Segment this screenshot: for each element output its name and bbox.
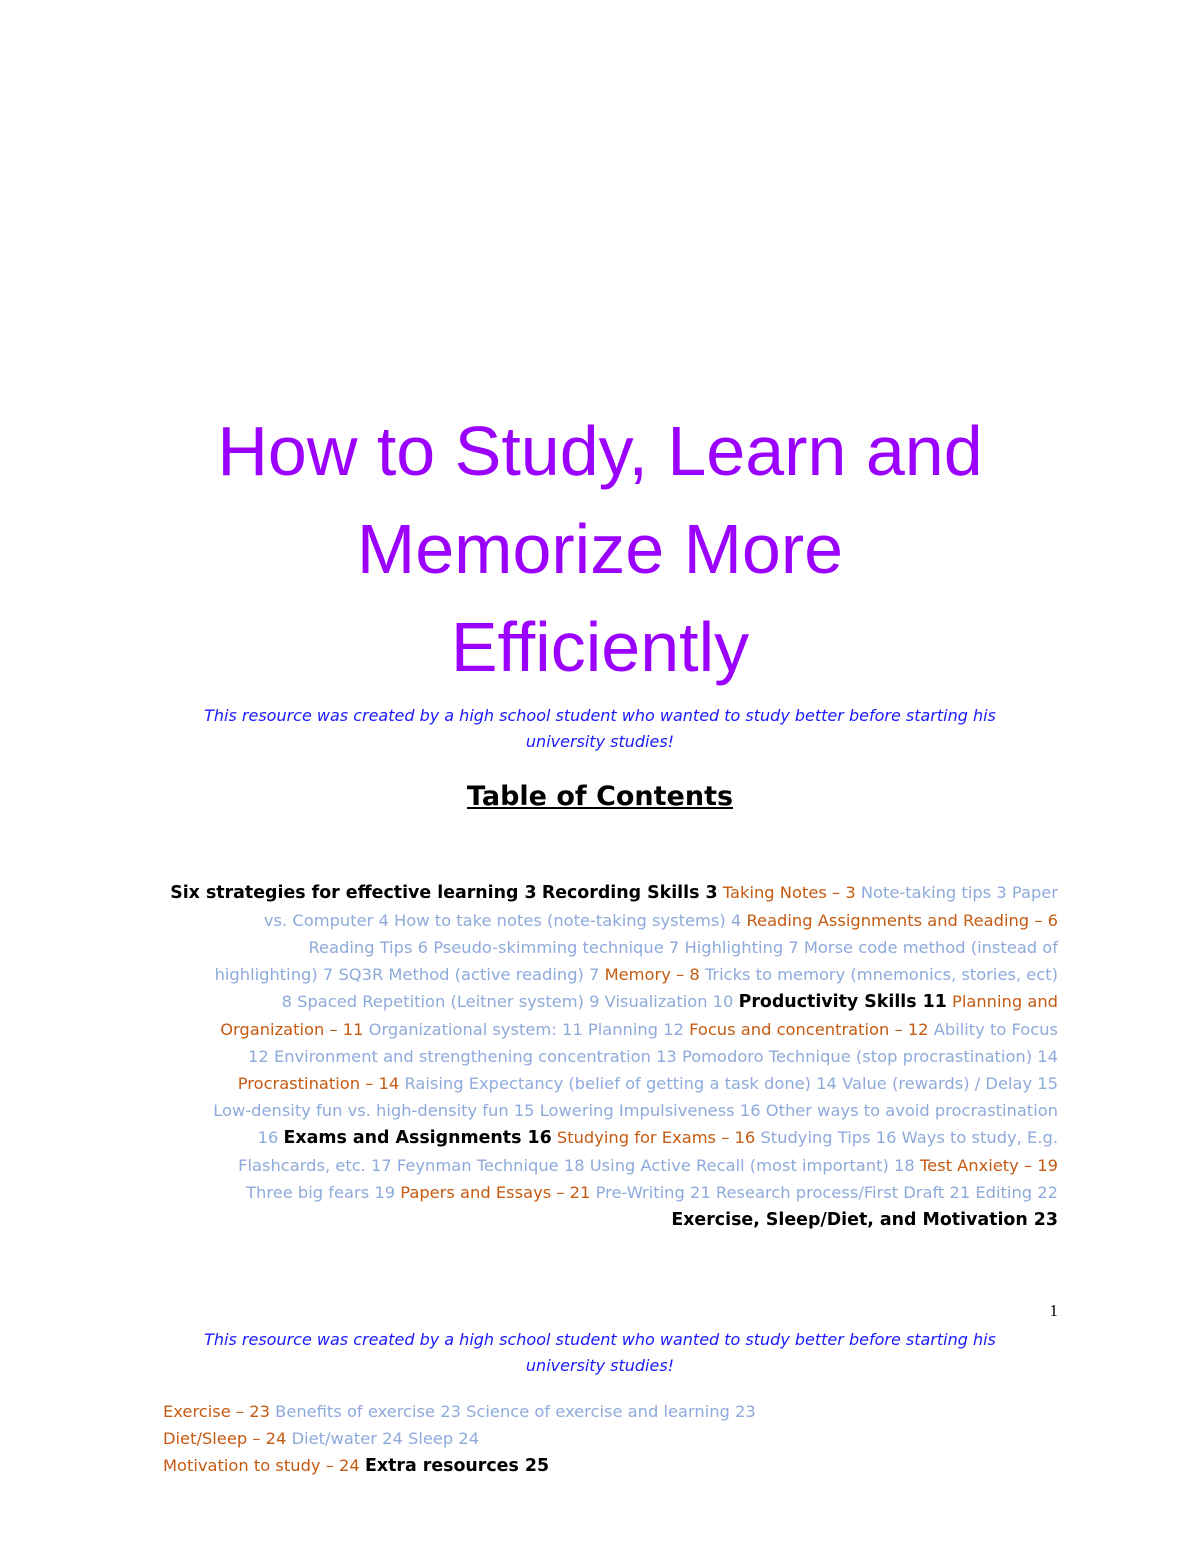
toc-entry-level-2[interactable]: Exercise – 23	[163, 1402, 270, 1421]
toc-entry-level-3[interactable]: Visualization 10	[604, 992, 734, 1011]
author-note	[150, 703, 1050, 755]
toc-entry-level-3[interactable]: Diet/water 24	[291, 1429, 403, 1448]
toc-entry-level-3[interactable]: Three big fears 19	[246, 1183, 396, 1202]
toc-entry-level-2[interactable]: Reading Assignments and Reading – 6	[746, 911, 1058, 930]
toc-entry-level-1[interactable]: Productivity Skills 11	[738, 992, 947, 1012]
toc-line	[163, 1398, 1063, 1425]
toc-entry-level-3[interactable]: Feynman Technique 18	[396, 1156, 585, 1175]
title-line: Memorize More	[356, 510, 844, 588]
toc-line	[140, 934, 1058, 961]
toc-line	[140, 1016, 1058, 1043]
toc-line	[140, 1070, 1058, 1097]
toc-entry-level-3[interactable]: Editing 22	[975, 1183, 1058, 1202]
toc-entry-level-1[interactable]: Extra resources 25	[364, 1456, 550, 1476]
toc-entry-level-3[interactable]: Lowering Impulsiveness 16	[539, 1101, 761, 1120]
toc-entry-level-3[interactable]: Value (rewards) / Delay 15	[842, 1074, 1058, 1093]
toc-entry-level-3[interactable]: Planning 12	[587, 1020, 684, 1039]
toc-line	[140, 1043, 1058, 1070]
toc-entry-level-2[interactable]: Focus and concentration – 12	[689, 1020, 929, 1039]
toc-line	[140, 1152, 1058, 1179]
toc-line	[140, 988, 1058, 1016]
toc-entry-level-3[interactable]: Using Active Recall (most important) 18	[589, 1156, 915, 1175]
toc-entry-level-2[interactable]: Procrastination – 14	[237, 1074, 400, 1093]
toc-entry-level-3[interactable]: 8	[281, 992, 292, 1011]
toc-entry-level-3[interactable]: Pre-Writing 21	[595, 1183, 711, 1202]
toc-entry-level-3[interactable]: Flashcards, etc. 17	[238, 1156, 392, 1175]
toc-entry-level-3[interactable]: Paper	[1011, 883, 1058, 902]
toc-line	[140, 1179, 1058, 1206]
toc-entry-level-3[interactable]: Note-taking tips 3	[860, 883, 1007, 902]
toc-entry-level-3[interactable]: Ability to Focus	[933, 1020, 1058, 1039]
toc-entry-level-3[interactable]: Spaced Repetition (Leitner system) 9	[297, 992, 600, 1011]
author-note-line: This resource was created by a high school student who wanted to study better before starting his	[204, 706, 996, 725]
toc-line	[140, 907, 1058, 934]
toc-entry-level-3[interactable]: vs. Computer 4	[263, 911, 389, 930]
toc-entry-level-3[interactable]: Other ways to avoid procrastination	[765, 1101, 1058, 1120]
toc-entry-level-3[interactable]: 16	[257, 1128, 279, 1147]
toc-entry-level-3[interactable]: Highlighting 7	[684, 938, 799, 957]
author-note-line: university studies!	[525, 1356, 675, 1375]
toc-entry-level-2[interactable]: Organization – 11	[220, 1020, 364, 1039]
toc-entry-level-2[interactable]: Diet/Sleep – 24	[163, 1429, 287, 1448]
author-note-line: This resource was created by a high school student who wanted to study better before starting his	[204, 1330, 996, 1349]
toc-entry-level-3[interactable]: Research process/First Draft 21	[715, 1183, 971, 1202]
toc-entry-level-2[interactable]: Motivation to study – 24	[163, 1456, 360, 1475]
toc-entry-level-3[interactable]: Ways to study, E.g.	[901, 1128, 1058, 1147]
toc-line	[140, 879, 1058, 907]
toc-entry-level-3[interactable]: Environment and strengthening concentration 13	[273, 1047, 677, 1066]
toc-entry-level-3[interactable]: Raising Expectancy (belief of getting a task done) 14	[404, 1074, 837, 1093]
table-of-contents	[140, 879, 1058, 1234]
toc-entry-level-3[interactable]: Reading Tips 6	[308, 938, 429, 957]
toc-line	[140, 1097, 1058, 1124]
toc-heading: Table of Contents	[466, 781, 734, 812]
toc-entry-level-3[interactable]: Science of exercise and learning 23	[466, 1402, 756, 1421]
title-line: How to Study, Learn and	[217, 412, 983, 490]
toc-line	[163, 1452, 1063, 1480]
toc-entry-level-3[interactable]: Organizational system: 11	[368, 1020, 583, 1039]
title-line: Efficiently	[450, 608, 750, 686]
toc-entry-level-3[interactable]: Tricks to memory (mnemonics, stories, ect)	[704, 965, 1058, 984]
document-title	[100, 402, 1100, 696]
toc-entry-level-2[interactable]: Memory – 8	[604, 965, 700, 984]
toc-entry-level-2[interactable]: Papers and Essays – 21	[400, 1183, 591, 1202]
toc-entry-level-2[interactable]: Studying for Exams – 16	[556, 1128, 756, 1147]
toc-entry-level-3[interactable]: Sleep 24	[408, 1429, 480, 1448]
toc-entry-level-3[interactable]: Low-density fun vs. high-density fun 15	[213, 1101, 535, 1120]
toc-entry-level-3[interactable]: Studying Tips 16	[760, 1128, 897, 1147]
toc-line	[140, 1124, 1058, 1152]
toc-entry-level-1[interactable]: Exercise, Sleep/Diet, and Motivation 23	[671, 1210, 1058, 1230]
page-number: 1	[1049, 1301, 1058, 1320]
toc-entry-level-3[interactable]: Pomodoro Technique (stop procrastination) 14	[681, 1047, 1058, 1066]
toc-entry-level-3[interactable]: highlighting) 7	[214, 965, 334, 984]
author-note-line: university studies!	[525, 732, 675, 751]
table-of-contents-continued	[163, 1398, 1063, 1480]
toc-entry-level-2[interactable]: Taking Notes – 3	[722, 883, 856, 902]
toc-line	[140, 961, 1058, 988]
author-note-repeat	[150, 1327, 1050, 1379]
toc-entry-level-1[interactable]: Six strategies for effective learning 3	[170, 883, 537, 903]
toc-entry-level-2[interactable]: Planning and	[952, 992, 1058, 1011]
toc-entry-level-2[interactable]: Test Anxiety – 19	[919, 1156, 1058, 1175]
toc-entry-level-3[interactable]: SQ3R Method (active reading) 7	[338, 965, 600, 984]
toc-entry-level-1[interactable]: Exams and Assignments 16	[283, 1128, 552, 1148]
toc-entry-level-1[interactable]: Recording Skills 3	[541, 883, 718, 903]
toc-line	[140, 1206, 1058, 1234]
toc-entry-level-3[interactable]: Benefits of exercise 23	[275, 1402, 461, 1421]
toc-line	[163, 1425, 1063, 1452]
toc-entry-level-3[interactable]: Pseudo-skimming technique 7	[433, 938, 680, 957]
toc-entry-level-3[interactable]: How to take notes (note-taking systems) 4	[394, 911, 742, 930]
toc-entry-level-3[interactable]: Morse code method (instead of	[803, 938, 1058, 957]
toc-entry-level-3[interactable]: 12	[248, 1047, 269, 1066]
